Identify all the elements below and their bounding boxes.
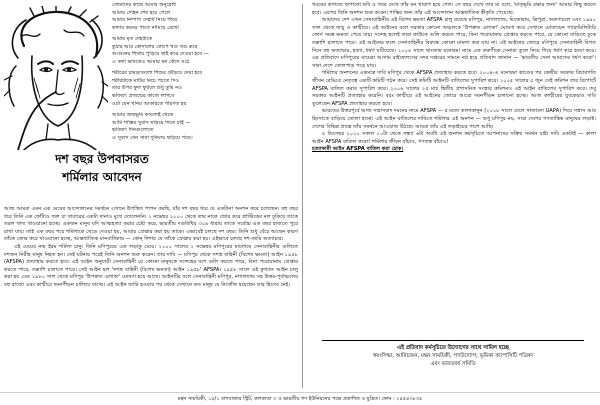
highlight-text: হত্যাকারী আইন AFSPA বাতিল করা হোক। xyxy=(312,146,404,153)
left-column xyxy=(0,0,300,392)
title-line-2: শর্মিলার আবেদন xyxy=(62,170,142,184)
sharmila-portrait-sketch xyxy=(4,6,108,150)
poem-line: তার উপর ফুল ফুটলে শুধু তুমি নও xyxy=(112,85,183,92)
body-paragraph: এই মেয়ের নাম ইরম শর্মিলা চানু। তিনি মণিপুরের এক লড়াকু মেয়ে। ২০০০ সালের ২ নভেম্বর মণিপুরের মালোমে সেনাবাহিনীর গুলিতে দশজন নিরীহ মানুষ নিহত হন। সেই ঘটনার পরেই তিনি অনশন শুরু করেন। তার দাবি — মণিপুর থেকে সশস্ত্র বাহিনী (বিশেষ ক্ষমতা) আইন ১৯৫৮ (AFSPA) প্রত্যাহার করতে হবে। এই আইন অনুযায়ী সেনাবাহিনী যে কোনো মানুষকে সন্দেহের বশে গুলি করতে পারে, বিনা পরোয়ানায় গ্রেপ্তার করতে পারে, তল্লাশি চালাতে পারে। সেই আইন হল 'সশস্ত্র বাহিনী (বিশেষ ক্ষমতা) আইন ১৯৫৮' AFSPA। ১৯৫৮ সালে এই কুখ্যাত আইন চালু করা হয় এবং ১৯৮০ সাল থেকে মণিপুর 'উপদ্রুত এলাকা' ঘোষণা হয়ে আছে। আইনটির বলে সেনাবাহিনী মণিপুর, নাগাল্যান্ড সহ উত্তর-পূর্বাঞ্চলের বহু রাজ্যে এবং কাশ্মীরে দমনপীড়ন চালিয়ে যাচ্ছে। এই আইন জারি হওয়ার পর থেকে সেখানে কত মানুষ যে নিখোঁজ হয়েছেন তার হিসেব নেই। xyxy=(4,243,298,288)
body-paragraph: ৫ ডিসেম্বর ২০১০ সকাল ১০টা থেকে সন্ধ্যা ৬টা অবধি এই অনশন কর্মসূচিতে আপনাদের সক্রিয় সমর্থন চাই। দাবি একটাই — কালা আইন AFSPA বাতিল করো! শর্মিলার জীবন বাঁচাও, গণতন্ত্র বাঁচাও! xyxy=(312,131,596,145)
poem-line: এ সুবাস যেন সারা দুনিয়ায় ছড়িয়ে পড়ে। xyxy=(112,134,193,141)
poem-stanza xyxy=(112,36,298,66)
poem-line: আমার দেহিন শেষ হয়ে গেলে xyxy=(112,9,171,16)
poem-line: এ কথা ভাবতেও আমার মন কেঁদে ওঠে xyxy=(112,58,190,65)
body-paragraph: খবরের কাগজে ছাপানো ছবি ও খবর দেখে তাঁর মন খারাপ হয়ে গেল। সে বছর দেখে তার মা বলে, 'মাতৃভূমি রক্ষার জন্য' আমার কিছু করতে হবে। এরপর তিনি অনশন শুরু করেন। শান্তির জন্য তাঁর এই আন্দোলন আন্তর্জাতিক স্বীকৃতি পেয়েছে। xyxy=(312,2,596,16)
poem-line: আমার জন্মভূমি কাংলেই থেকে xyxy=(112,112,174,119)
body-paragraph: আজ আমরা এমন এক মেয়ের আন্দোলনের সমর্থনে এখানে উপস্থিত পাপন করছি, যাঁর দশ বছর ধরে যে একটানা অনশন করে চলেছেন। বহু বছর ধরে তিনি এক ফোঁটাও জল বা খাবারের একটা দানাও মুখে তোলেননি। ২ নভেম্বর ২০০০ থেকে তার নাকে জোর করে প্লাস্টিকের নল ঢুকিয়ে তাকে তরল খাদ্য খাওয়ানো হচ্ছে। একজন মানুষ যদি আত্মহত্যা করার চেষ্টা করে, ভারতীয় দণ্ডবিধির ৩০৯ ধারায় তাকে সর্বোচ্চ এক বছর হাজতে পুরে রাখা যায়। তাই এক বছর পরে শর্মিলাকে ছেড়ে দেওয়া হয়, আবার গ্রেপ্তার করা হয় তাকে। এভাবেই চলছে দশ বছর। তিনি শুধু বেঁচে আছেন কারণ তাঁকে জোর করে খাওয়ানো হচ্ছে, আন্তর্জাতিক মানবাধিকার — কোন্ দিশায় যে তাঁকে গ্রেপ্তার করা হয়। এইভাবে চলছে দশ-বছরি অত্যাচার। xyxy=(4,206,298,243)
organizers-list: স্বয়ংসিদ্ধা, আরিচজন, মন্থন সাময়িকী, গণউদ্যোগ, ভূমিকা ক্যাপাসিটি পত্রিকা xyxy=(372,353,534,359)
poem-line: তোমাদের কাছে আমার অনুরোধ xyxy=(112,2,176,8)
poem-line: কাদার করবর পাতে নামিয়ে রেখো xyxy=(112,24,179,31)
poem-line: শরীরের চামড়াগুলো শিশুর গুঁড়িয়ে দেয়া হবে xyxy=(112,70,203,77)
leaflet-title xyxy=(12,150,192,186)
poem-line: ভবিষ্যৎ প্রজন্মের কাজে লাগবে xyxy=(112,93,175,100)
poem-stanza xyxy=(112,112,298,142)
poem-line: আমার নিষ্পাণ দেহটি নিয়ে গিয়ে xyxy=(112,17,178,24)
imprint-footer: মন্থন সাময়িকী, ১৫/১ বাগবাজার স্ট্রিট, কলকাতা ৩ ও ভারতীয় গণ ইউনিয়নের পক্ষে প্রকাশিত ও মুদ্রিত। ফোন : ২৫৫৪৩৮৩৫ xyxy=(0,392,600,405)
poem-line: আমি শান্তির সুবাস ছড়িয়ে দিতে চাই — xyxy=(112,119,191,126)
poem-line: আমার মৃত দেহটাকে xyxy=(112,36,153,43)
poem-line: কুঠার আর কোদালের কোপে খণ্ড খণ্ড করে xyxy=(112,43,198,50)
column-divider xyxy=(302,4,303,388)
poem-line: আগুনের শিখায় পুড়িয়ে ছাই করে দেওয়া হবে — xyxy=(112,51,209,58)
organizers-list-cont: এবং ভারতবর্ষ সমিতি xyxy=(430,361,476,367)
poem-stanza xyxy=(112,70,298,108)
organizers-heading: এই প্রতিবাদ কর্মসূচিতে উদ্যোগের সাথে সামিল হচ্ছে xyxy=(397,345,509,351)
right-column xyxy=(306,0,598,392)
right-body-text xyxy=(312,2,596,154)
body-paragraph: আমাদের দেশ এখন সেনাবাহিনীর এই বিশেষ ক্ষমতা AFSPA চালু রয়েছে মণিপুর, নাগাল্যান্ড, মিজোরাম, ত্রিপুরা, অরুণাচলে এবং ১৯৯০ সাল থেকে জম্মু ও কাশ্মীরে। এই আইনের বলে সরকার কোনো অঞ্চলকে 'উপদ্রুত এলাকা' ঘোষণা করে সেখানে মোতায়েন প্যারামিলিটারি ফোর্স সমস্ত ক্ষমতা পেয়ে যায়। সন্দেহ হলেই তারা কাউকে গুলি করতে পারে, বিনা পরোয়ানায় গ্রেপ্তার করতে পারে, যে কোনো বাড়িতে ঢুকে তল্লাশি চালাতে পারে। এই আইনের ফলে সেনাবাহিনীর বিরুদ্ধে কোনো মামলা করা যায় না। এই আইনের জোরে মণিপুরে সেনাবাহিনী বিগত দিনে বহু অত্যাচার, হত্যা, ধর্ষণ ঘটিয়েছে। ২০০৪ সালে থাংজাম মনোরমা নামে এক তরুণীকে সেনারা তুলে নিয়ে গিয়ে ধর্ষণ করে হত্যা করে। এর প্রতিবাদে মণিপুরের মায়েরা আসাম রাইফেলসের সদর দপ্তরের সামনে নগ্ন হয়ে প্রতিবাদ জানান — 'ভারতীয় সেনা আমাদের ধর্ষণ করো'। সারা দেশে তোলপাড় পড়ে যায়। xyxy=(312,17,596,69)
poem-line: ভবিষ্যৎ দিনগুলোতে xyxy=(112,127,154,134)
highlight-demand xyxy=(312,146,596,154)
organizers-box xyxy=(322,340,584,389)
poem-line: ওটা যেন খনির আকরিকে পরিণত হয় xyxy=(112,100,187,107)
title-line-1: দশ বছর উপবাসরত xyxy=(55,152,149,166)
poem-stanza xyxy=(112,2,298,32)
poem xyxy=(112,2,298,146)
body-paragraph: ভারতের উত্তরপূর্বে আজ সন্ত্রাসবাদ দমনের নামে AFSPA — র মতো কালাকানুন (২০০৮ সালে ঢেলে সাজানো UAPA) দিয়ে সন্ত্রাস আর হিংসাকে বাড়িয়ে তোলা হচ্ছে। এই আইন বাতিলের দাবিতে শর্মিলার এই অনশন — শুধু মণিপুর নয়, সারা দেশের গণতান্ত্রিক মানুষের লড়াই। দেশের বিভিন্ন প্রান্তে তাঁর সমর্থনে আওয়াজ উঠছে। আমরা তাঁর এই লড়াইয়ের পাশে আছি। xyxy=(312,108,596,130)
body-paragraph: শর্মিলার অনশনের একমাত্র দাবি মণিপুর থেকে AFSPA প্রত্যাহার করতে হবে। ২০০৪-এ মনোরমা কাণ্ডের পর কেন্দ্রীয় সরকার বিচারপতি জীবন রেড্ডির নেতৃত্বে একটি কমিটি গঠন করে। সেই কমিটি আইনটি বাতিলের সুপারিশ করে। ২০০৫ সালের ৫ জুন সেই কমিশন তার রিপোর্টে AFSPA বাতিল করার সুপারিশ করে। ২০০৬ সালের ২৫ মার্চ দ্বিতীয় প্রশাসনিক সংস্কার কমিশনও এই আইন বাতিলের সুপারিশ করে। তবু সরকার আইনটি প্রত্যাহার করেনি। বরং কাশ্মীরে এই আইনের জোরে আরো দমনপীড়ন চালানো হচ্ছে। আজ কাশ্মীরের যুবকেরাও দাবি তুলেছেন AFSPA প্রত্যাহার করতে হবে। xyxy=(312,70,596,107)
poem-line: শরীরটাকে মাটির নিচে পচতে দিও xyxy=(112,77,180,84)
left-body-text xyxy=(4,206,298,290)
